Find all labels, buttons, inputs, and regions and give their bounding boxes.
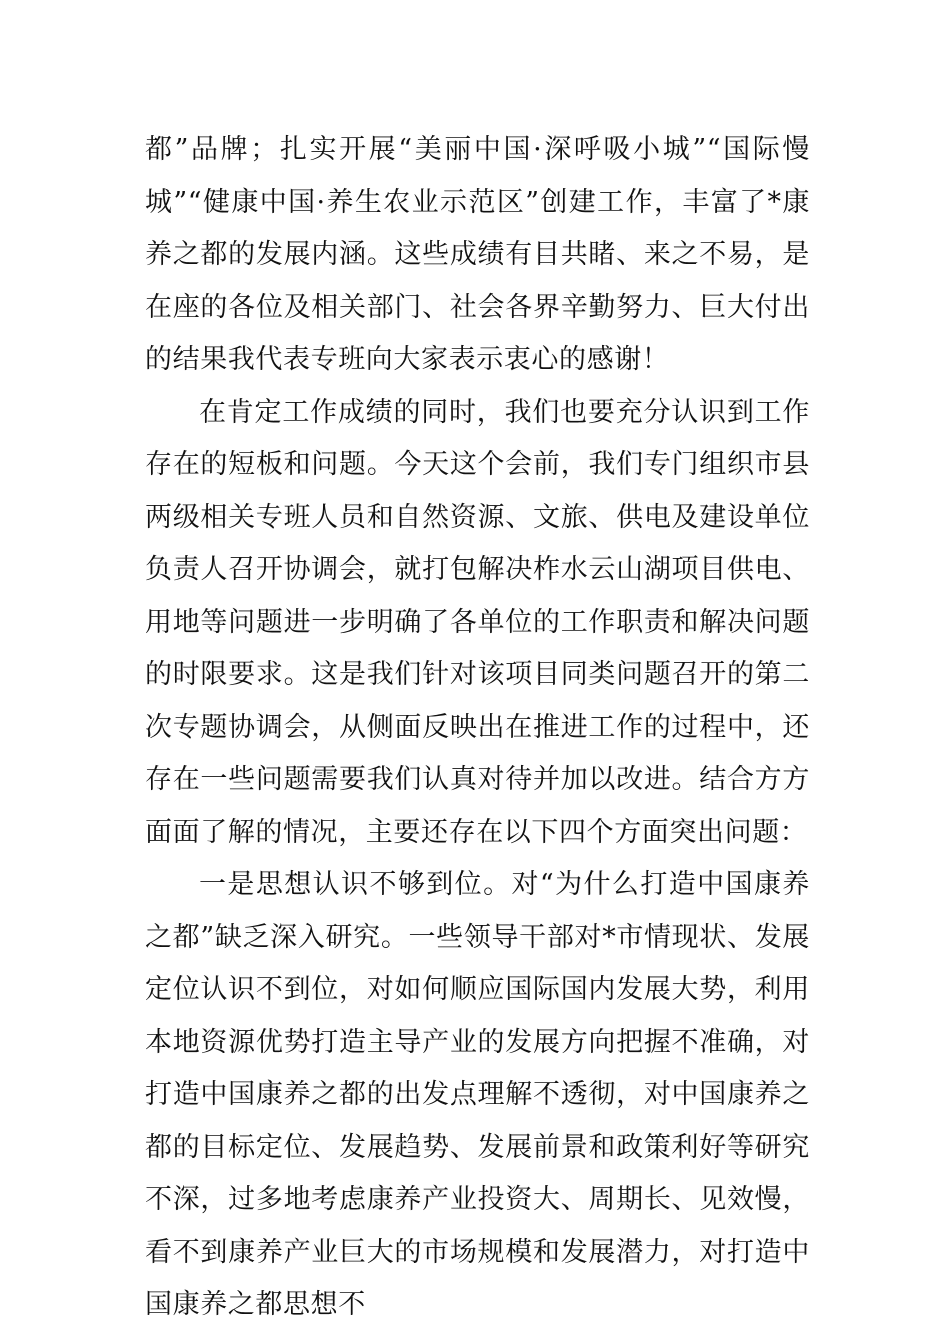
paragraph-2: 在肯定工作成绩的同时，我们也要充分认识到工作存在的短板和问题。今天这个会前，我们专门组织市县两级相关专班人员和自然资源、文旅、供电及建设单位负责人召开协调会，就打包解决柞水云山湖项目供电、用地等问题进一步明确了各单位的工作职责和解决问题的时限要求。这是我们针对该项目同类问题召开的第二次专题协调会，从侧面反映出在推进工作的过程中，还存在一些问题需要我们认真对待并加以改进。结合方方面面了解的情况，主要还存在以下四个方面突出问题： [145,396,810,848]
paragraph-3: 一是思想认识不够到位。对“为什么打造中国康养之都”缺乏深入研究。一些领导干部对*市情现状、发展定位认识不到位，对如何顺应国际国内发展大势，利用本地资源优势打造主导产业的发展方向把握不准确，对打造中国康养之都的出发点理解不透彻，对中国康养之都的目标定位、发展趋势、发展前景和政策利好等研究不深，过多地考虑康养产业投资大、周期长、见效慢，看不到康养产业巨大的市场规模和发展潜力，对打造中国康养之都思想不 [145,869,810,1320]
paragraph-1: 都”品牌；扎实开展“美丽中国·深呼吸小城”“国际慢城”“健康中国·养生农业示范区”创建工作，丰富了*康养之都的发展内涵。这些成绩有目共睹、来之不易，是在座的各位及相关部门、社会各界辛勤努力、巨大付出的结果我代表专班向大家表示衷心的感谢！ [145,134,810,375]
document-body [145,124,810,1332]
